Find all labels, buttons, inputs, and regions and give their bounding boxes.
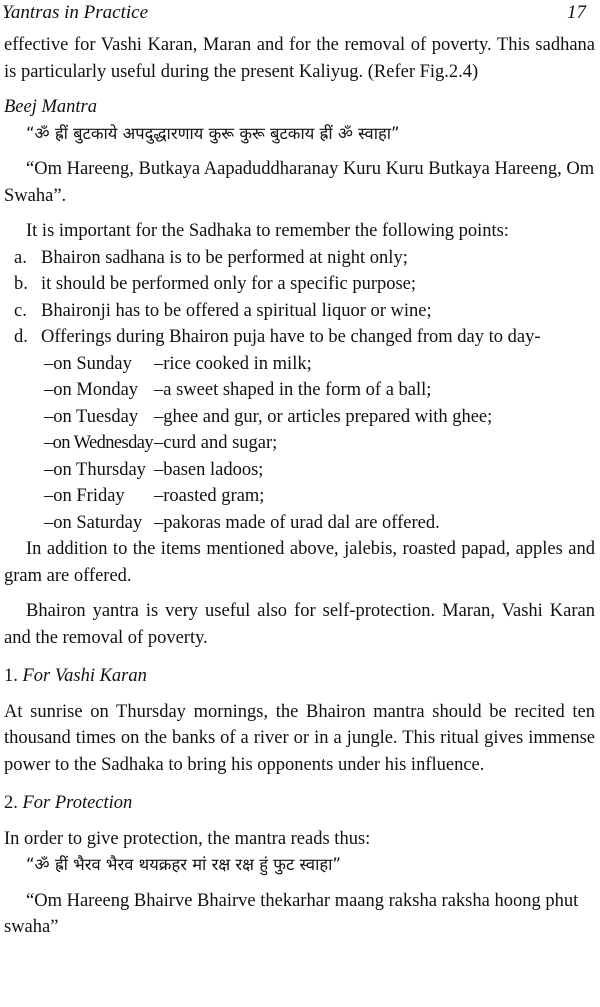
beej-mantra-transliteration: “Om Hareeng, Butkaya Aapaduddharanay Kuru Kuru Butkaya Hareeng, Om Swaha”. [4, 159, 595, 206]
offering-day: –on Tuesday [44, 406, 139, 427]
list-text: Bhaironji has to be offered a spiritual liquor or wine; [41, 300, 432, 321]
offering-row [44, 404, 595, 431]
page-number: 17 [567, 2, 586, 23]
section-title: For Protection [22, 793, 133, 813]
section-2-text: In order to give protection, the mantra reads thus: [4, 828, 371, 849]
list-marker: d. [14, 327, 28, 347]
list-text: Offerings during Bhairon puja have to be changed from day to day- [41, 327, 541, 347]
offering-row [44, 483, 595, 510]
section-title: For Vashi Karan [22, 666, 147, 686]
offerings-schedule [44, 351, 595, 537]
section-2-heading [4, 790, 595, 817]
list-marker: b. [14, 274, 28, 294]
offering-row [44, 430, 595, 457]
list-item [4, 245, 595, 272]
beej-mantra-heading: Beej Mantra [4, 97, 97, 117]
list-text: it should be performed only for a specific purpose; [41, 274, 417, 294]
offering-row [44, 377, 595, 404]
section-1-heading [4, 663, 595, 690]
offering-day: –on Wednesday [44, 433, 154, 453]
list-item [4, 271, 595, 298]
list-marker: a. [14, 247, 27, 268]
offering-day: –on Friday [44, 486, 125, 506]
running-title: Yantras in Practice [2, 2, 149, 23]
offering-row [44, 351, 595, 378]
list-item [4, 324, 595, 351]
protection-note: Bhairon yantra is very useful also for self-protection. Maran, Vashi Karan and the removal of poverty. [4, 601, 595, 648]
protection-mantra-devanagari: “ॐ ह्रीं भैरव भैरव थयक्रहर मां रक्ष रक्ष हुं फुट स्वाहा” [26, 855, 341, 874]
section-1-text: At sunrise on Thursday mornings, the Bhairon mantra should be recited ten thousand times on the banks of a river or in a jungle. This ritual gives immense power to the Sadhaka to bring his opponents under his influence. [4, 701, 595, 775]
list-text: Bhairon sadhana is to be performed at night only; [41, 247, 408, 268]
offering-day: –on Thursday [44, 459, 146, 480]
page-body [4, 32, 595, 941]
list-marker: c. [14, 300, 27, 321]
offering-row [44, 510, 595, 537]
protection-mantra-transliteration: “Om Hareeng Bhairve Bhairve thekarhar maang raksha raksha hoong phut swaha” [4, 890, 579, 937]
intro-paragraph: effective for Vashi Karan, Maran and for the removal of poverty. This sadhana is particularly useful during the present Kaliyug. (Refer Fig.2.4) [4, 35, 595, 82]
offering-item: –curd and sugar; [154, 433, 278, 453]
offering-item: –pakoras made of urad dal are offered. [154, 512, 440, 533]
offering-row [44, 457, 595, 484]
running-header [2, 2, 586, 30]
offering-item: –rice cooked in milk; [154, 353, 312, 374]
section-number: 2. [4, 793, 18, 813]
points-intro: It is important for the Sadhaka to remember the following points: [26, 221, 509, 241]
offering-item: –ghee and gur, or articles prepared with ghee; [154, 406, 493, 427]
offering-item: –basen ladoos; [154, 459, 264, 480]
beej-mantra-devanagari: “ॐ ह्रीं बुटकाये अपदुद्धारणाय कुरू कुरू बुटकाय ह्रीं ॐ स्वाहा” [26, 123, 400, 143]
offering-day: –on Monday [44, 380, 139, 400]
points-list [4, 245, 595, 351]
list-item [4, 298, 595, 325]
addition-paragraph: In addition to the items mentioned above, jalebis, roasted papad, apples and gram are offered. [4, 539, 595, 586]
section-number: 1. [4, 666, 18, 686]
offering-day: –on Saturday [44, 512, 143, 533]
offering-day: –on Sunday [44, 353, 132, 374]
offering-item: –a sweet shaped in the form of a ball; [154, 380, 432, 400]
offering-item: –roasted gram; [154, 486, 265, 506]
